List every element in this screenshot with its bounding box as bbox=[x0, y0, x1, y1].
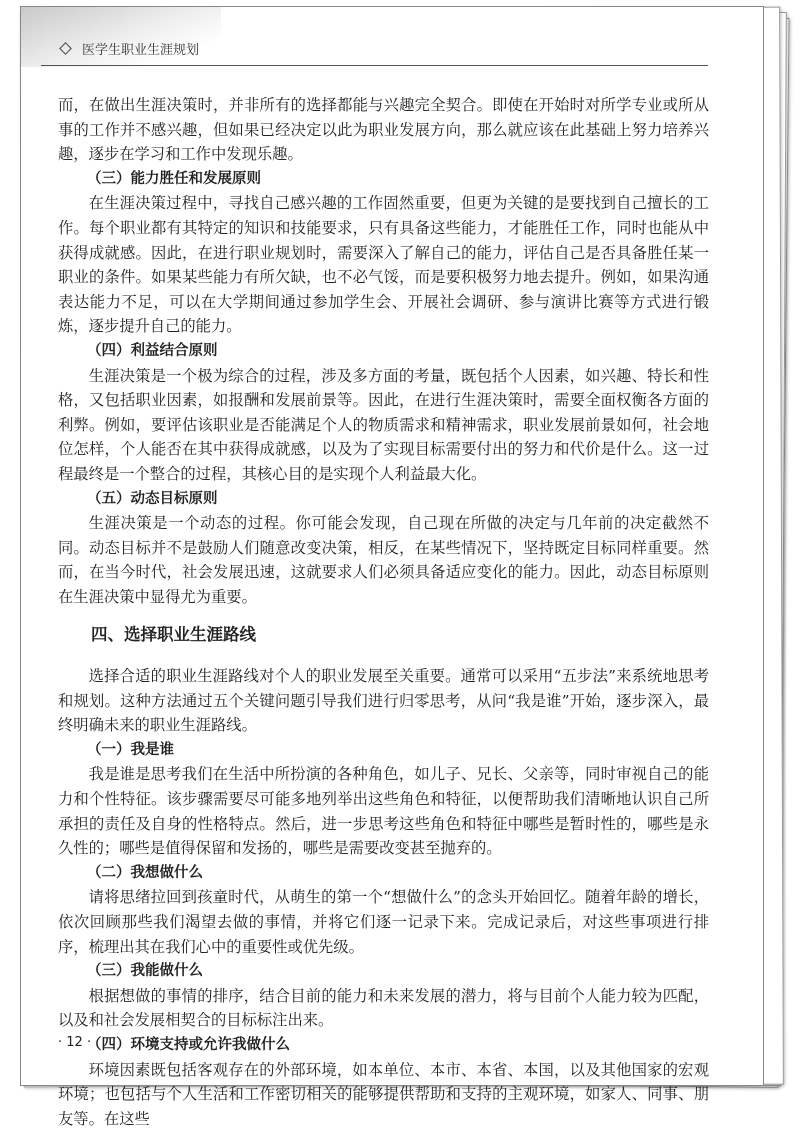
header-rule bbox=[41, 65, 708, 66]
paragraph: 请将思绪拉回到孩童时代，从萌生的第一个“想做什么”的念头开始回忆。随着年龄的增长，依次回顾那些我们渴望去做的事情，并将它们逐一记录下来。完成记录后，对这些事项进行排序，梳理出其在我们心中的重要性或优先级。 bbox=[58, 888, 709, 956]
subsection-heading: （一）我是谁 bbox=[87, 741, 174, 758]
page-number: · 12 · bbox=[58, 1035, 92, 1050]
running-header bbox=[61, 39, 199, 58]
paragraph: 选择合适的职业生涯路线对个人的职业发展至关重要。通常可以采用“五步法”来系统地思考和规划。这种方法通过五个关键问题引导我们进行归零思考，从问“我是谁”开始，逐步深入，最终明确未来的职业生涯路线。 bbox=[58, 667, 709, 735]
paragraph: 而，在做出生涯决策时，并非所有的选择都能与兴趣完全契合。即使在开始时对所学专业或所从事的工作并不感兴趣，但如果已经决定以此为职业发展方向，那么就应该在此基础上努力培养兴趣，逐步在学习和工作中发现乐趣。 bbox=[58, 96, 709, 164]
header-decoration bbox=[21, 7, 221, 67]
subsection-heading: （四）环境支持或允许我做什么 bbox=[87, 1036, 290, 1053]
subsection-heading: （五）动态目标原则 bbox=[87, 490, 218, 507]
paragraph: 我是谁是思考我们在生活中所扮演的各种角色，如儿子、兄长、父亲等，同时审视自己的能力和个性特征。该步骤需要尽可能多地列举出这些角色和特征，以便帮助我们清晰地认识自己所承担的责任及自身的性格特点。然后，进一步思考这些角色和特征中哪些是暂时性的，哪些是永久性的；哪些是值得保留和发扬的，哪些是需要改变甚至抛弃的。 bbox=[58, 765, 709, 858]
paragraph: 生涯决策是一个动态的过程。你可能会发现，自己现在所做的决定与几年前的决定截然不同。动态目标并不是鼓励人们随意改变决策，相反，在某些情况下，坚持既定目标同样重要。然而，在当今时代，社会发展迅速，这就要求人们必须具备适应变化的能力。因此，动态目标原则在生涯决策中显得尤为重要。 bbox=[58, 514, 709, 606]
section-heading: 四、选择职业生涯路线 bbox=[91, 625, 256, 645]
diamond-icon bbox=[59, 42, 72, 55]
page-body bbox=[58, 93, 709, 1131]
subsection-heading: （三）能力胜任和发展原则 bbox=[87, 170, 261, 187]
paragraph: 在生涯决策过程中，寻找自己感兴趣的工作固然重要，但更为关键的是要找到自己擅长的工作。每个职业都有其特定的知识和技能要求，只有具备这些能力，才能胜任工作，同时也能从中获得成就感。因此，在进行职业规划时，需要深入了解自己的能力，评估自己是否具备胜任某一职业的条件。如果某些能力有所欠缺，也不必气馁，而是要积极努力地去提升。例如，如果沟通表达能力不足，可以在大学期间通过参加学生会、开展社会调研、参与演讲比赛等方式进行锻炼，逐步提升自己的能力。 bbox=[58, 194, 709, 336]
running-header-title: 医学生职业生涯规划 bbox=[82, 43, 200, 58]
paragraph: 根据想做的事情的排序，结合目前的能力和未来发展的潜力，将与目前个人能力较为匹配，以及和社会发展相契合的目标标注出来。 bbox=[58, 986, 709, 1030]
subsection-heading: （四）利益结合原则 bbox=[87, 342, 218, 359]
subsection-heading: （三）我能做什么 bbox=[87, 963, 203, 980]
paragraph: 环境因素既包括客观存在的外部环境，如本单位、本市、本省、本国，以及其他国家的宏观环境；也包括与个人生活和工作密切相关的能够提供帮助和支持的主观环境，如家人、同事、朋友等。在这些 bbox=[58, 1060, 709, 1128]
subsection-heading: （二）我想做什么 bbox=[87, 864, 203, 881]
book-page bbox=[20, 6, 764, 1128]
paragraph: 生涯决策是一个极为综合的过程，涉及多方面的考量，既包括个人因素，如兴趣、特长和性格，又包括职业因素，如报酬和发展前景等。因此，在进行生涯决策时，需要全面权衡各方面的利弊。例如，要评估该职业是否能满足个人的物质需求和精神需求，职业发展前景如何，社会地位怎样，个人能否在其中获得成就感，以及为了实现目标需要付出的努力和代价是什么。这一过程最终是一个整合的过程，其核心目的是实现个人利益最大化。 bbox=[58, 366, 709, 483]
